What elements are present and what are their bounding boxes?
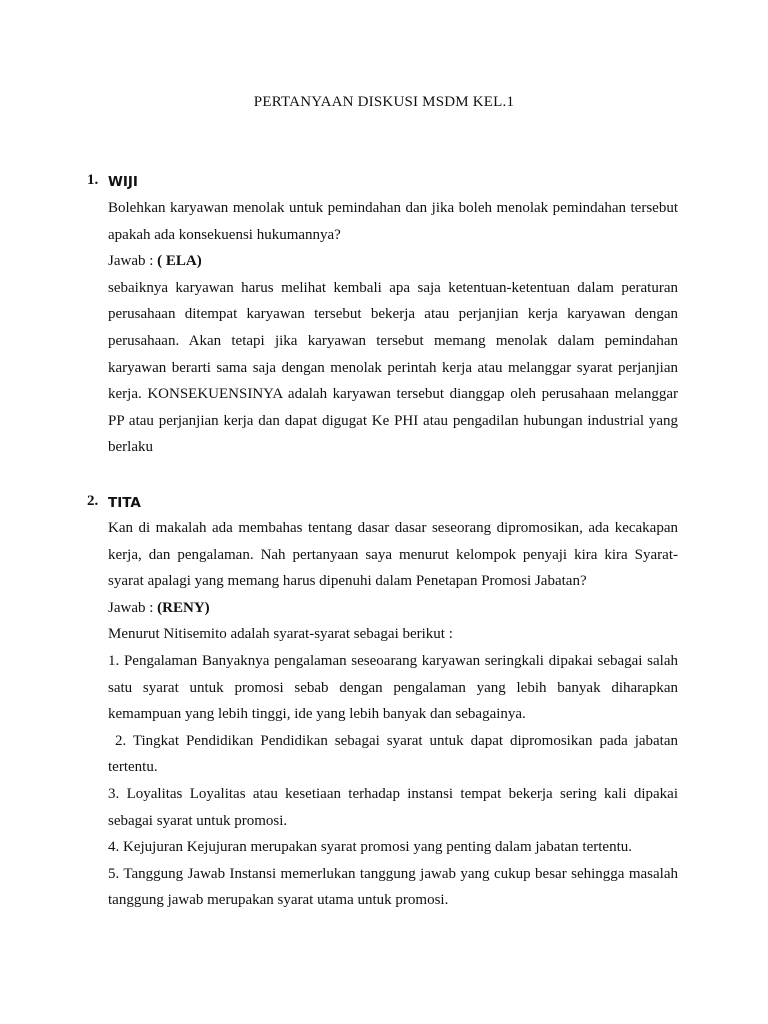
jawab-label: Jawab : xyxy=(108,599,158,616)
answer-label-line xyxy=(108,595,678,622)
answerer-name: ( ELA) xyxy=(157,253,202,270)
answer-text: sebaiknya karyawan harus melihat kembali apa saja ketentuan-ketentuan dalam peraturan perusahaan ditempat karyawan tersebut bekerja atau perjanjian kerja karyawan dengan perusahaan. Akan tetapi jika karyawan tersebut memang menolak dalam pemindahan karyawan berarti sama saja dengan menolak perintah kerja atau melanggar syarat perjanjian kerja. KONSEKUENSINYA adalah karyawan tersebut dianggap oleh perusahaan melanggar PP atau perjanjian kerja dan dapat digugat Ke PHI atau pengadilan hubungan industrial yang berlaku xyxy=(108,279,678,456)
question-text: Kan di makalah ada membahas tentang dasar dasar seseorang dipromosikan, ada kecakapan kerja, dan pengalaman. Nah pertanyaan saya menurut kelompok penyaji kira kira Syarat-syarat apalagi yang memang harus dipenuhi dalam Penetapan Promosi Jabatan? xyxy=(108,520,678,590)
answer-intro: Menurut Nitisemito adalah syarat-syarat sebagai berikut : xyxy=(108,626,453,643)
list-item: 5. Tanggung Jawab Instansi memerlukan tanggung jawab yang cukup besar sehingga masalah tanggung jawab merupakan syarat utama untuk promosi. xyxy=(108,865,678,909)
item-body xyxy=(108,195,678,461)
list-item: 2. Tingkat Pendidikan Pendidikan sebagai syarat untuk dapat dipromosikan pada jabatan tertentu. xyxy=(108,732,682,776)
document-title: PERTANYAAN DISKUSI MSDM KEL.1 xyxy=(253,94,515,110)
list-item: 3. Loyalitas Loyalitas atau kesetiaan terhadap instansi tempat bekerja sering kali dipakai sebagai syarat untuk promosi. xyxy=(108,785,678,829)
item-number: 1. xyxy=(87,172,99,188)
jawab-label: Jawab : xyxy=(108,253,158,270)
item-body xyxy=(108,515,682,914)
question-text: Bolehkan karyawan menolak untuk pemindahan dan jika boleh menolak pemindahan tersebut apakah ada konsekuensi hukumannya? xyxy=(108,200,678,243)
answerer-name: (RENY) xyxy=(157,599,210,616)
list-item: 1. Pengalaman Banyaknya pengalaman seseoarang karyawan seringkali dipakai sebagai salah satu syarat untuk promosi sebab dengan pengalaman yang lebih banyak diharapkan kemampuan yang lebih tinggi, ide yang lebih banyak dan sebagainya. xyxy=(108,652,678,723)
item-name: TITA xyxy=(108,495,141,511)
item-name: WIJI xyxy=(108,174,138,190)
list-item: 4. Kejujuran Kejujuran merupakan syarat promosi yang penting dalam jabatan tertentu. xyxy=(108,839,632,856)
item-number: 2. xyxy=(87,493,99,509)
answer-label-line xyxy=(108,248,678,275)
